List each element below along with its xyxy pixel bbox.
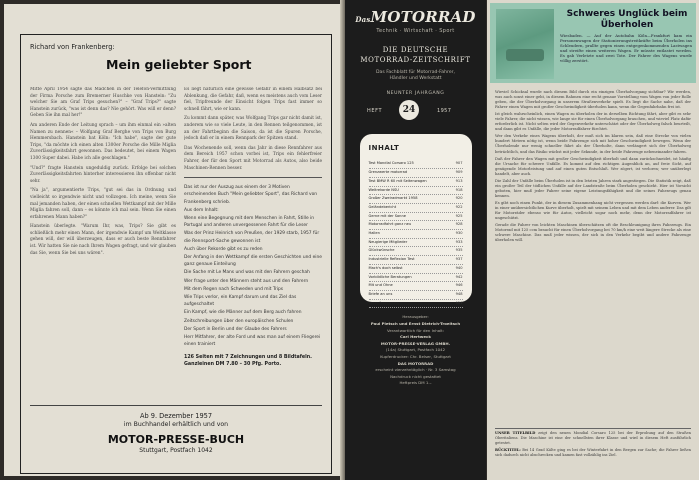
- subtitle-line: Händler und Werkstatt: [389, 76, 442, 82]
- toc-row: [369, 256, 463, 265]
- toc-page: 935: [455, 248, 463, 253]
- toc-title: Mach's doch selbst: [368, 265, 403, 270]
- imprint-place: (14a) Stuttgart, Postfach 1042: [385, 347, 446, 353]
- toc-row: [369, 187, 463, 196]
- caption-text: Bei 14 Grad Kälte ging es bei der Winterfahrt in den Bergen zur Sache; die Fahrer ließen sich dadurch nicht abschrecken und kamen fast vollzählig ins Ziel.: [495, 447, 691, 457]
- imprint-price: Heftpreis DM 1.–: [399, 380, 432, 386]
- toc-page: 925: [455, 213, 463, 218]
- news-paragraph: Die Zahl der Unfälle beim Überholen ist in den letzten Jahren stark angestiegen. Die Statistik zeigt, daß ein großer Teil der tödlichen Unfälle auf der Landstraße beim Überholen geschieht. Hier ist Vorsicht geboten, hier muß jeder Fahrer seine eigene Leistungsfähigkeit und die seines Fahrzeugs genau kennen.: [495, 178, 691, 198]
- contents-item: Wer frage unter den Männern steht aus und den Fahrern: [184, 278, 309, 284]
- magazine-tagline: Technik · Wirtschaft · Sport: [376, 28, 455, 34]
- toc-page: 907: [455, 161, 463, 166]
- contents-item: Der Sport in Berlin und der Glaube des Fahrers: [184, 326, 287, 332]
- imprint-print: Kupferdrucker: Chr. Belser, Stuttgart: [380, 353, 451, 359]
- contents-item: Wenn eine Begegnung mit dem Menschen in Fahrt, Stille in Portugal und anderen unvergessenen Fahrt für die Leser: [184, 215, 315, 229]
- issue-row: [345, 100, 486, 122]
- toc-page: 946: [455, 283, 463, 288]
- headline-banner: [490, 3, 696, 83]
- toc-row: [369, 239, 463, 248]
- toc-page: 918: [455, 187, 463, 192]
- article-paragraph: Hanstein überlegte. "Warum Ihr, was, Trips? Sie gibt es schließlich mehr einen Mann, der irgendwie Kampf um Weltklasse gehen will, der will überzeugen, dass er auch beste Rennfahrer ist. Wir hatten Sie nie nach Ihrem Wagen gefragt, und wir glauben das Sie, wenn Sie bei uns wären".: [30, 224, 176, 256]
- toc-title: Neugierige Mitglieder: [368, 239, 408, 244]
- article-paragraph: "Na ja", argumentierte Trips, "gut sei das in Ordnung und vielleicht so irgendwie nicht und vollzogen. Ich meine, wenn Sie mal jemanden haben, der einen schnellen Wettkampf mit der Mille Miglia fahren soll, dann – es könnte ich mal sein. Wenn Sie einen erfahrenen Mann haben?": [30, 188, 176, 220]
- contents-item: Wie Trips verlor, ein Kampf darum und das Ziel das aufgeschaltet: [184, 294, 297, 308]
- toc-title: Vorbildliche Beratungen: [368, 274, 412, 279]
- toc-title: Geländebericht: [368, 204, 397, 209]
- news-paragraph: Wer den Verkehr eines Wagens überholt, der muß sich im klaren sein, daß eine Strecke von vielen hundert Metern nötig ist, wenn beide Fahrzeuge sich mit hoher Geschwindigkeit bewegen. Wenn der Überholende nur wenig schneller fährt als der Überholte, dann verlängert sich der Überholweg beträchtlich, und das Risiko wächst mit jeder Sekunde, in der beide Fahrzeuge nebeneinander fahren.: [495, 134, 691, 154]
- toc-row: [369, 274, 463, 283]
- contents-item: Was der Prinz Heinrich von Preußen, der 1929 starb, 1957 für die Rennsport-Sache gewonnen ist: [184, 231, 320, 244]
- news-paragraph: Daß der Fahrer den Wagen mit großer Geschwindigkeit überholt und dann zurückschneidet, ist häufig die Ursache für schwere Unfälle. Es kommt auf den richtigen Augenblick an, auf freie Sicht, auf genügende Motorleistung und auf einen guten Entschluß. Wer zögert, ist verloren; wer unüberlegt handelt, aber auch.: [495, 156, 691, 176]
- toc-page: 922: [455, 204, 463, 209]
- toc-page: 942: [455, 274, 463, 279]
- caption-text: zeigt den neuen Mondial Corsaro 125 bei der Erprobung auf den Straßen Oberitaliens. Die Maschine ist eine der schnellsten ihrer Klasse und wird in diesem Heft ausführlich getestet.: [495, 431, 691, 445]
- imprint-resp-name: Carl Hertweck: [400, 334, 431, 340]
- magazine-title: [345, 45, 486, 65]
- contents-heading: Aus dem Inhalt:: [184, 207, 219, 213]
- toc-title: Grenzwerte motorrad: [368, 170, 408, 175]
- toc-page: 940: [455, 265, 463, 270]
- contents-item: Herr Mitfahrer, der alte Ford und was man auf einem Fliegerei einen trainiert: [184, 334, 321, 348]
- title-line: DIE DEUTSCHE: [382, 46, 449, 54]
- logo-word: MOTORRAD: [370, 8, 476, 26]
- magazine-logo: [345, 8, 486, 26]
- toc-row: [369, 300, 463, 309]
- contents-item: Zeitschreibungen über den europäischen Schulen: [184, 318, 294, 324]
- toc-title: Hallen: [368, 231, 380, 236]
- toc-row: [369, 213, 463, 222]
- cover-captions: [495, 428, 691, 460]
- toc-title: Motorradfahrt ganz neu: [368, 222, 412, 227]
- contents-item: Ein Kampf, wie die Männer auf dem Berg auch fahren: [184, 310, 302, 316]
- toc-heading: INHALT: [368, 144, 400, 153]
- toc-page: 909: [455, 170, 463, 175]
- imprint-head: Herausgeber:: [402, 314, 429, 320]
- toc-page: 913: [455, 178, 463, 183]
- toc-title: Test BMW R 60 mit Seitenwagen: [368, 178, 427, 183]
- publisher-ad: [30, 405, 322, 467]
- right-page: [487, 0, 699, 480]
- caption-label: UNSER TITELBILD: [495, 431, 536, 435]
- toc-row: [369, 169, 463, 178]
- imprint-reprint: Nachdruck nicht gestattet: [390, 373, 441, 379]
- toc-title: Weltrekorde NSU: [368, 187, 399, 192]
- news-body: [495, 90, 691, 245]
- toc-page: 920: [455, 196, 463, 201]
- magazine-subtitle: [345, 70, 486, 82]
- imprint: [345, 314, 486, 387]
- ad-date: Ab 9. Dezember 1957: [139, 412, 213, 420]
- article-paragraph: Das Wochenende soll, wenn das Jahr in diese Rennfahrer aus dem Bereich 1957 schon vorbei ist, Trips ein fehlerfreier Fahrer, der für den Sport mit Motorrad als Autos, also beide Maschinen-Rennen besser.: [184, 145, 322, 171]
- toc-row: [369, 282, 463, 291]
- article-author: Richard von Frankenberg:: [30, 43, 115, 51]
- toc-page: 948: [455, 291, 463, 296]
- ad-publisher: MOTOR-PRESSE-BUCH: [107, 433, 245, 446]
- article-paragraph: Am anderen Ende der Leitung sprach – um ihm einmal ein »alten Namen zu nennen« – Wolfgang Graf Berghe von Trips von Burg Hemmersbach. Hanstein bat Köln: "Ich habe", sagte der gute Trips, "da möchte ich einen alten 1300er Porsche die Mille Miglia Zuverlässigkeitsfahrt gewonnen. Das bedeutet, bei einem Wagen 1300 Super dabei. Habe ich alle geschlagen.": [30, 122, 176, 161]
- accident-photo: [496, 9, 554, 79]
- contents-item: Mit dem Regen nach Schweden und mit Trips: [184, 286, 284, 292]
- toc-row: [369, 221, 463, 230]
- book-details: 126 Seiten mit 7 Zeichnungen und 8 Bildtafeln. Ganzleinen DM 7.80 – 30 Pfg. Porto.: [184, 355, 313, 368]
- toc-title: Test Mondial Corsaro 125: [368, 161, 414, 166]
- toc-row: [369, 195, 463, 204]
- toc-row: [369, 160, 463, 169]
- toc-title: Mit und Ohne: [368, 283, 393, 288]
- toc-title: Briefe an uns: [368, 291, 393, 296]
- toc-title: Gerne mit der Sonne: [368, 213, 406, 218]
- volume-label: NEUNTER JAHRGANG: [386, 91, 445, 97]
- caption: [495, 431, 691, 446]
- issue-year: 1957: [437, 108, 452, 115]
- subtitle-line: Das Fachblatt für Motorrad-Fahrer,: [375, 70, 455, 75]
- news-paragraph: Wieviel Schicksal wurde nach diesem Bild durch ein einzigen Überholvorgang sichtbar? Wir werden, was auch sonst einer geht, in diesem Rahmen eine recht genaue Vorstellung vom Wagen von jeder Rolle geben, die der Überholvorgang in unserem Straßenverkehr spielt. Es liegt die Sache nahe, daß der Fahrer einen Wagen mit großer Geschwindigkeit überholen kann, wenn die Gegenfahrbahn frei ist.: [495, 90, 691, 110]
- toc-row: [369, 247, 463, 256]
- toc-row: [369, 291, 463, 300]
- toc-page: 928: [455, 222, 463, 227]
- logo-prefix: Das: [355, 15, 371, 24]
- news-paragraph: Ist gleich wahrscheinlich, einen Wagen zu überholen der in derselben Richtung fährt, aber gibt es sehr viele Fahrer, die nicht wissen, wie lange sie für einen Überholvorgang brauchen, und wieviel Platz dafür erforderlich ist. Nicht selten wird der Gegenverkehr unterschätzt oder der Überholweg falsch beurteilt, und dann gibt es Unfälle, die jeder Motorradfahrer fürchtet.: [495, 112, 691, 132]
- article-paragraph: Es liegt natürlich eine gewisse Gefahr in einem Halbsatz bei Ablenkung, die Gefahr, daß, wenn es meistens auch vom Leser fiel, Tripfreunde der Einsicht folgen Trips fast immer so schnell fährt, wie er kann.: [184, 87, 322, 112]
- imprint-freq: erscheint vierzehntäglich · Nr. 3 Samstag: [375, 367, 456, 373]
- news-lede: Wiesbaden. — Auf der Autobahn Köln—Frankfurt kam ein Personenwagen der Stationierungstreitkräfte beim Überholen ins Schleudern, prallte gegen einen entgegenkommenden Lastwagen und streifte einen weiteren Wagen. Er müsste entlastet werden. Es gab Verletzte und zwei Tote. Der Fahrer des Wagens wurde völlig zerstört.: [560, 33, 692, 63]
- ad-subline: im Buchhandel erhältlich und von: [123, 421, 229, 428]
- left-page: [4, 4, 344, 476]
- contents-item: Die Sache mit Le Mans und was mit den Fahrern geschah: [184, 270, 310, 276]
- article-paragraph: Zu kommt dann später, was Wolfgang Trips gar nicht damit ist, anderem wie so viele Leute, in den Rennen teilgenommen, ist an der Fahrtbeginn die Saison, da ist die Spuren Porsche, jedoch daß er in einem Rennpark der Spitzen stand.: [184, 116, 322, 142]
- imprint-publisher: MOTOR-PRESSE-VERLAG GMBH.: [380, 340, 451, 346]
- toc-page: 937: [455, 257, 463, 262]
- toc-title: Leser fragen uns: [368, 300, 399, 305]
- article-frame: [20, 34, 332, 474]
- issue-number-badge: 24: [399, 100, 419, 120]
- ad-address: Stuttgart, Postfach 1042: [139, 447, 213, 454]
- heft-label: HEFT: [367, 108, 383, 115]
- table-of-contents: [360, 134, 472, 305]
- toc-row: [369, 265, 463, 274]
- article-paragraph: Mitte April 1954 sagte das Mädchen in der Telefon-Vermittlung der Firma Porsche zum Bremerner Huschke von Hanstein: "Zu welcher Sie am Graf Trips gesuchen?" – "Graf Trips?" sagte Hanstein zurück, "was ist denn das? Nie gehört. Was will er denn? Geben Sie ihn mal her!": [30, 87, 176, 119]
- news-paragraph: Es gibt noch einen Punkt, der in diesem Zusammenhang nicht vergessen werden darf: die Kurven. Wer in einer unübersichtlichen Kurve überholt, spielt mit seinem Leben und mit dem Leben anderer. Das gilt für Motorräder ebenso wie für Autos, vielleicht sogar noch mehr, denn der Motorradfahrer ist ungeschützt.: [495, 200, 691, 221]
- imprint-magazine: DAS MOTORRAD: [397, 360, 434, 366]
- toc-title: Industrielle Reflexion Test: [368, 257, 415, 262]
- toc-row: [369, 204, 463, 213]
- toc-page: 933: [455, 239, 463, 244]
- toc-row: [369, 178, 463, 187]
- toc-title: Glückwünsche: [368, 248, 395, 253]
- caption: [495, 448, 691, 458]
- article-paragraph: "Und?" fragte Hanstein ungeduldig zurück. Erfolge bei solchen Zuverlässigkeitsfahrten hinterher interessieren ihn offenbar nicht sehr.: [30, 165, 176, 184]
- article-title: Mein geliebter Sport: [106, 57, 252, 72]
- news-paragraph: Gerade die Fahrer von leichten Maschinen überschätzen oft die Beschleunigung ihres Fahrzeugs. Ein Motorrad mit 125 ccm braucht für einen Überholvorgang bei 70 km/h eine weit längere Strecke als eine schwere Maschine. Das muß jeder wissen, der sich in den Verkehr begibt und andere Fahrzeuge überholen will.: [495, 223, 691, 243]
- contents-item: Der Anfang in den Wettkampf die ersten Geschichten und eine ganz genaue Einteilung: [184, 254, 322, 268]
- caption-label: RÜCKTITEL:: [495, 447, 521, 452]
- imprint-editors: Paul Pietsch und Ernst Dietrich-Troeltsch: [370, 321, 461, 326]
- toc-page: 951: [455, 300, 463, 305]
- imprint-resp: Verantwortlich für den Inhalt:: [386, 327, 445, 333]
- toc-row: [369, 230, 463, 239]
- toc-title: Großer Zweiradmarkt 1958: [368, 196, 418, 201]
- contents-item: Auch über Rekorde gibt es zu reden: [184, 246, 263, 252]
- divider: [184, 177, 322, 178]
- title-line: MOTORRAD-ZEITSCHRIFT: [360, 56, 471, 64]
- toc-page: 930: [455, 231, 463, 236]
- book-intro: Das ist nur der Auszug aus einem der 3 Motiven erscheinenden Buch "Mein geliebter Sport", das Richard von Frankenberg schrieb.: [184, 185, 318, 205]
- magazine-cover: [345, 0, 486, 480]
- news-headline: Schweres Unglück beim Überholen: [566, 9, 688, 30]
